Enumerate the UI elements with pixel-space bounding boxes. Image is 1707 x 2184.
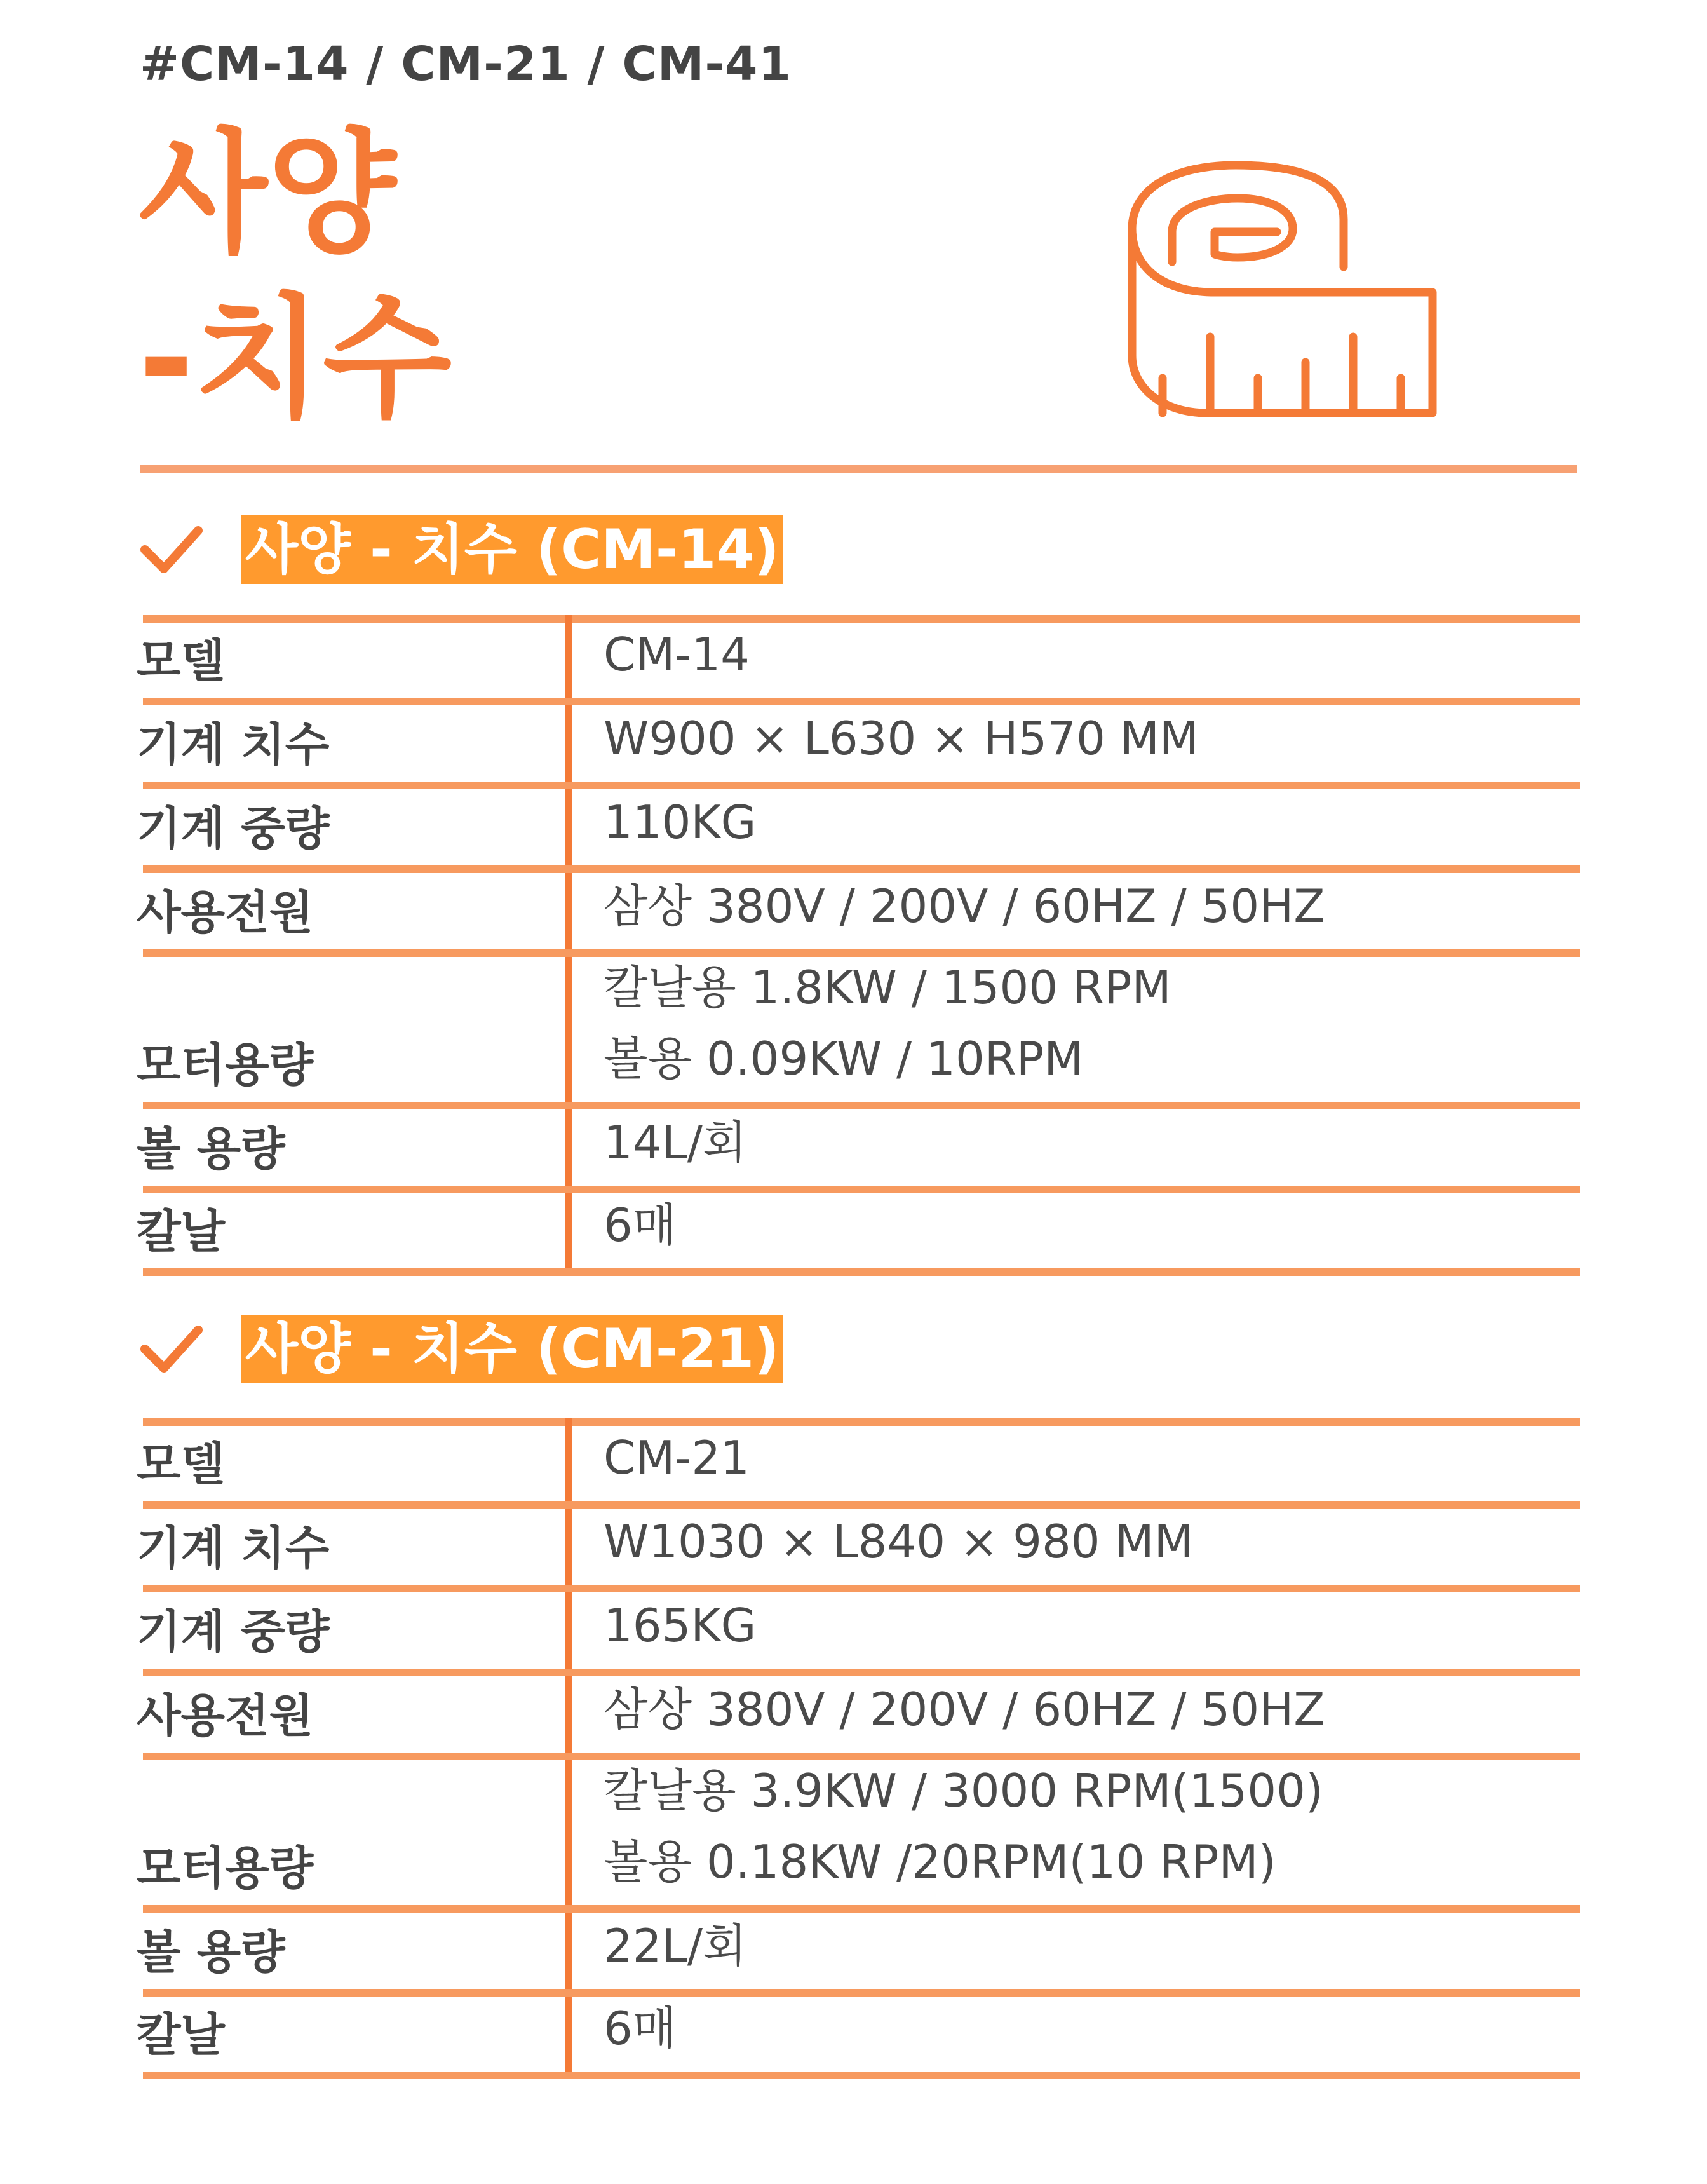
row-label: 모델 [137, 1437, 226, 1491]
section-title: 사양 - 치수 (CM-21) [241, 1315, 783, 1383]
row-label: 모터용량 [137, 1038, 314, 1092]
row-label: 기계 중량 [137, 1605, 330, 1658]
row-label: 사용전원 [137, 886, 314, 939]
row-value: 삼상 380V / 200V / 60HZ / 50HZ [604, 1683, 1325, 1736]
row-label: 기계 중량 [137, 802, 330, 855]
spec-table [137, 1418, 1580, 2079]
row-value: CM-21 [604, 1431, 750, 1484]
row-divider [143, 2072, 1580, 2079]
row-value: 6매 [604, 1198, 677, 1252]
table-row [137, 1592, 1580, 1676]
table-row [137, 957, 1580, 1109]
table-row [137, 1997, 1580, 2079]
table-top-rule [143, 1418, 1580, 1426]
row-value: 110KG [604, 796, 757, 849]
header-divider [140, 465, 1577, 473]
row-divider [143, 1989, 1580, 1997]
row-divider [143, 1186, 1580, 1193]
table-top-rule [143, 615, 1580, 623]
row-divider [143, 1268, 1580, 1276]
table-row [137, 1109, 1580, 1193]
section-title: 사양 - 치수 (CM-14) [241, 515, 783, 584]
row-label: 볼 용량 [137, 1925, 285, 1979]
table-row [137, 705, 1580, 789]
row-value: CM-14 [604, 628, 750, 681]
table-row [137, 873, 1580, 957]
table-row [137, 1760, 1580, 1913]
row-label: 모델 [137, 634, 226, 688]
row-value: 6매 [604, 2002, 677, 2055]
row-divider [143, 1585, 1580, 1592]
table-row [137, 623, 1580, 705]
table-row [137, 789, 1580, 873]
row-label: 칼날 [137, 2008, 226, 2061]
row-divider [143, 1102, 1580, 1109]
measuring-tape-icon [1124, 159, 1442, 426]
spec-table [137, 615, 1580, 1276]
row-value-line2: 볼용 0.09KW / 10RPM [604, 1032, 1084, 1085]
table-row [137, 1193, 1580, 1276]
row-value: 22L/회 [604, 1919, 747, 1972]
row-label: 기계 치수 [137, 1521, 330, 1575]
section-heading [140, 515, 783, 585]
row-value: W1030 × L840 × 980 MM [604, 1515, 1194, 1568]
row-divider [143, 1905, 1580, 1913]
row-value: 14L/회 [604, 1116, 747, 1169]
row-label: 기계 치수 [137, 718, 330, 771]
table-row [137, 1676, 1580, 1760]
row-label: 볼 용량 [137, 1122, 285, 1176]
row-label: 칼날 [137, 1205, 226, 1258]
row-divider [143, 782, 1580, 789]
row-value: 삼상 380V / 200V / 60HZ / 50HZ [604, 879, 1325, 933]
table-row [137, 1509, 1580, 1592]
row-label: 모터용량 [137, 1841, 314, 1895]
section-heading [140, 1314, 783, 1384]
row-value-line1: 칼날용 1.8KW / 1500 RPM [604, 961, 1171, 1014]
page-title-line2: -치수 [138, 281, 452, 437]
checkmark-icon [140, 521, 203, 578]
row-value: 165KG [604, 1599, 757, 1652]
table-row [137, 1426, 1580, 1509]
row-label: 사용전원 [137, 1689, 314, 1742]
table-row [137, 1913, 1580, 1997]
row-value-line1: 칼날용 3.9KW / 3000 RPM(1500) [604, 1764, 1324, 1817]
models-tag: #CM-14 / CM-21 / CM-41 [140, 37, 792, 92]
row-value: W900 × L630 × H570 MM [604, 712, 1199, 765]
row-value-line2: 볼용 0.18KW /20RPM(10 RPM) [604, 1835, 1276, 1889]
page-title-line1: 사양 [138, 116, 396, 271]
checkmark-icon [140, 1320, 203, 1378]
